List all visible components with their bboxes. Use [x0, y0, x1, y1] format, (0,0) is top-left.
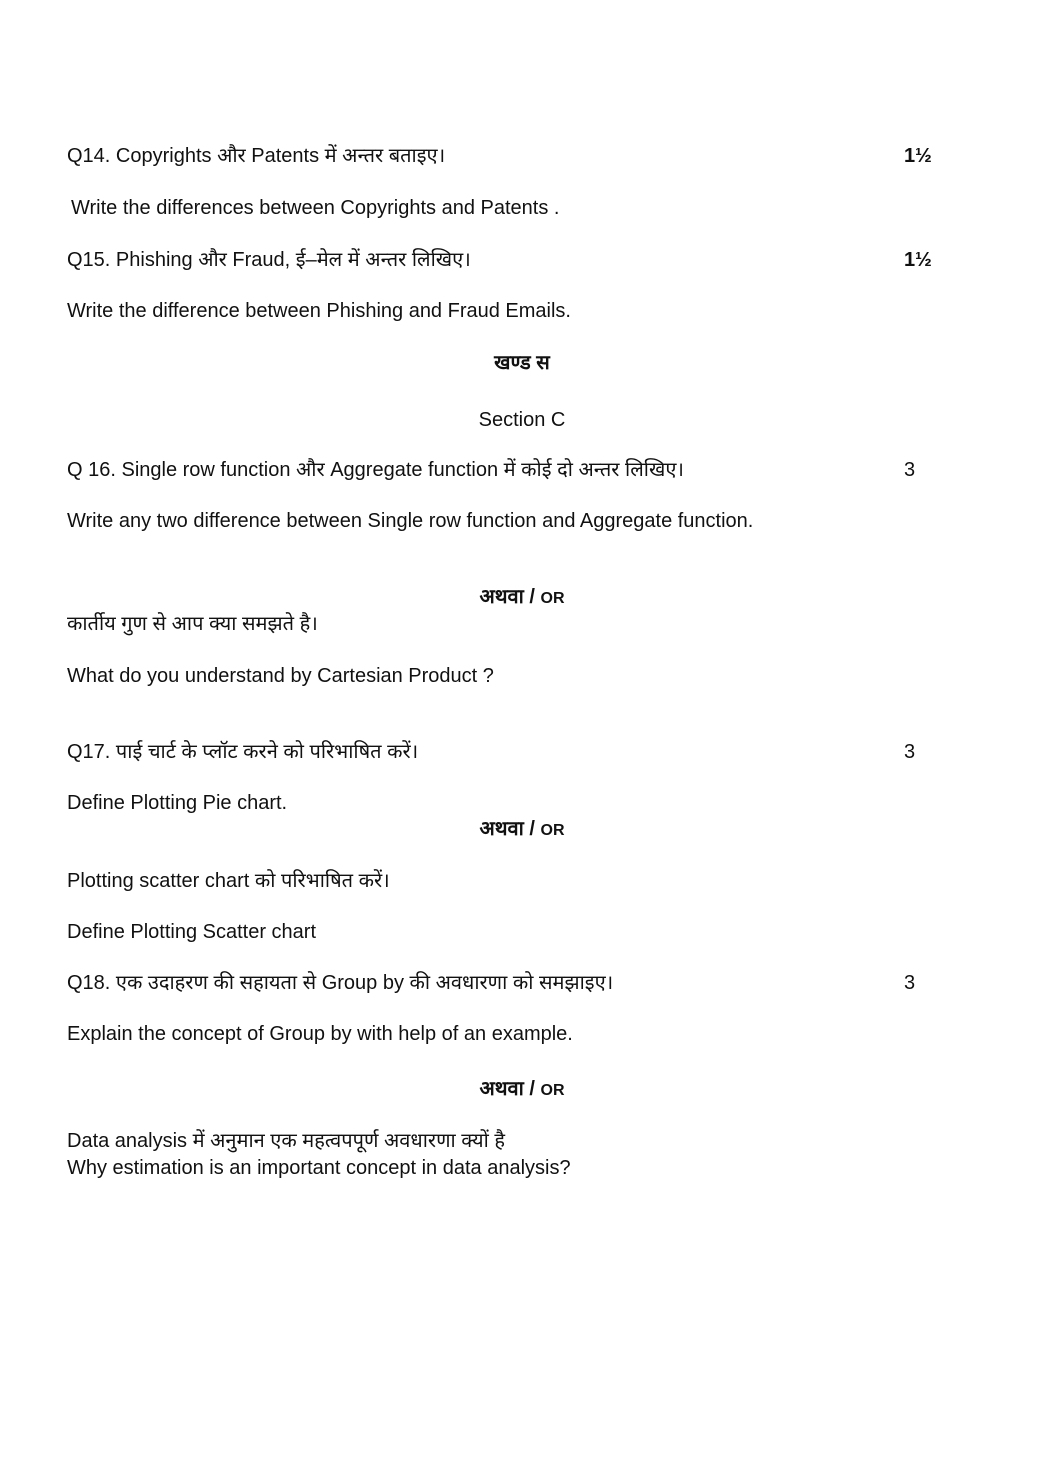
q18-english: Explain the concept of Group by with help of an example. — [67, 1023, 573, 1045]
q17-alt-english: Define Plotting Scatter chart — [67, 921, 317, 943]
q17-or-divider — [0, 817, 1044, 843]
q17-english: Define Plotting Pie chart. — [67, 792, 288, 814]
q17-hindi: Q17. पाई चार्ट के प्लॉट करने को परिभाषित करें। — [67, 741, 419, 763]
q15-hindi: Q15. Phishing और Fraud, ई–मेल में अन्तर लिखिए। — [67, 249, 471, 271]
q18-or-divider — [0, 1077, 1044, 1103]
section-c-hindi-heading: खण्ड स — [494, 352, 550, 374]
q18-or-english: OR — [540, 1082, 565, 1099]
q16-alt-english: What do you understand by Cartesian Product ? — [67, 665, 494, 687]
q18-marks: 3 — [904, 972, 916, 994]
q16-or-hindi: अथवा / — [479, 586, 535, 608]
q14-hindi: Q14. Copyrights और Patents में अन्तर बताइए। — [67, 145, 446, 167]
q17-alt-hindi: Plotting scatter chart को परिभाषित करें। — [67, 870, 390, 892]
q14-marks: 1½ — [904, 145, 932, 167]
q16-or-english: OR — [540, 590, 565, 607]
q14-english: Write the differences between Copyrights and Patents . — [71, 197, 560, 219]
q17-or-english: OR — [540, 822, 565, 839]
q18-or-hindi: अथवा / — [479, 1078, 535, 1100]
q18-hindi: Q18. एक उदाहरण की सहायता से Group by की अवधारणा को समझाइए। — [67, 972, 614, 994]
q18-alt-hindi: Data analysis में अनुमान एक महत्वपपूर्ण अवधारणा क्यों है — [67, 1130, 505, 1152]
q16-english: Write any two difference between Single row function and Aggregate function. — [67, 510, 754, 532]
q18-alt-english: Why estimation is an important concept in data analysis? — [67, 1157, 571, 1179]
q16-marks: 3 — [904, 459, 916, 481]
q16-alt-hindi: कार्तीय गुण से आप क्या समझते है। — [67, 613, 318, 635]
q15-english: Write the difference between Phishing and Fraud Emails. — [67, 300, 571, 322]
q16-hindi: Q 16. Single row function और Aggregate function में कोई दो अन्तर लिखिए। — [67, 459, 684, 481]
section-c-heading: Section C — [478, 409, 566, 431]
q17-marks: 3 — [904, 741, 916, 763]
q17-or-hindi: अथवा / — [479, 818, 535, 840]
q15-marks: 1½ — [904, 249, 932, 271]
q16-or-divider — [0, 585, 1044, 611]
